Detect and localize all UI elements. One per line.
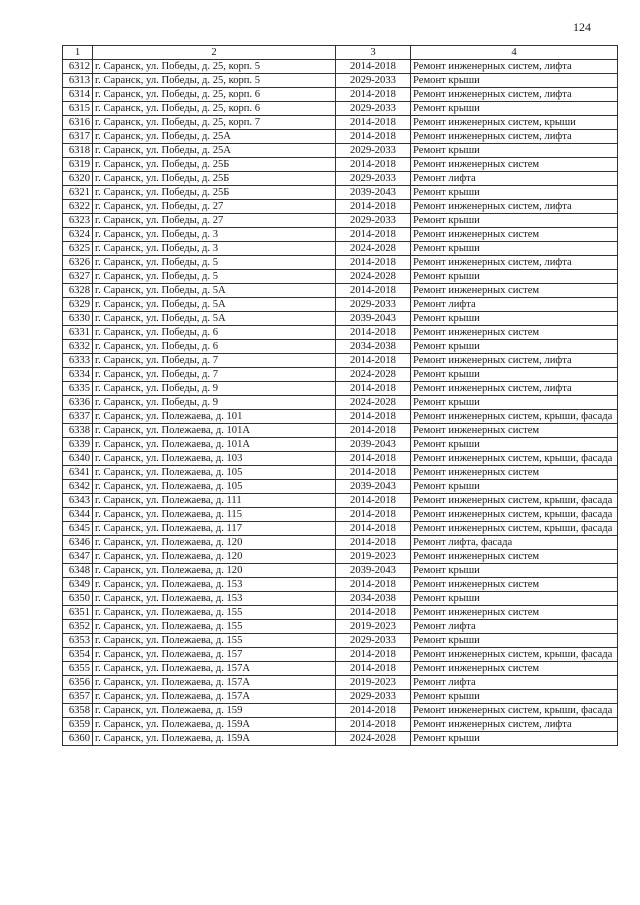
table-row xyxy=(63,382,618,396)
address-cell: г. Саранск, ул. Победы, д. 7 xyxy=(93,368,336,382)
row-number: 6326 xyxy=(63,256,93,270)
table-row xyxy=(63,284,618,298)
address-cell: г. Саранск, ул. Полежаева, д. 101А xyxy=(93,438,336,452)
address-cell: г. Саранск, ул. Победы, д. 9 xyxy=(93,382,336,396)
period-cell: 2014-2018 xyxy=(336,606,411,620)
period-cell: 2024-2028 xyxy=(336,242,411,256)
address-cell: г. Саранск, ул. Полежаева, д. 159 xyxy=(93,704,336,718)
table-row xyxy=(63,452,618,466)
period-cell: 2014-2018 xyxy=(336,522,411,536)
period-cell: 2014-2018 xyxy=(336,256,411,270)
period-cell: 2024-2028 xyxy=(336,396,411,410)
table-row xyxy=(63,270,618,284)
period-cell: 2019-2023 xyxy=(336,550,411,564)
period-cell: 2014-2018 xyxy=(336,410,411,424)
address-cell: г. Саранск, ул. Победы, д. 3 xyxy=(93,242,336,256)
row-number: 6352 xyxy=(63,620,93,634)
table-row xyxy=(63,214,618,228)
period-cell: 2024-2028 xyxy=(336,732,411,746)
address-cell: г. Саранск, ул. Победы, д. 25Б xyxy=(93,158,336,172)
work-cell: Ремонт инженерных систем, крыши, фасада xyxy=(411,494,618,508)
work-cell: Ремонт крыши xyxy=(411,690,618,704)
work-cell: Ремонт инженерных систем xyxy=(411,578,618,592)
table-row xyxy=(63,550,618,564)
address-cell: г. Саранск, ул. Победы, д. 5А xyxy=(93,312,336,326)
row-number: 6342 xyxy=(63,480,93,494)
row-number: 6355 xyxy=(63,662,93,676)
work-cell: Ремонт инженерных систем xyxy=(411,424,618,438)
work-cell: Ремонт крыши xyxy=(411,564,618,578)
work-cell: Ремонт инженерных систем, лифта xyxy=(411,382,618,396)
table-row xyxy=(63,312,618,326)
period-cell: 2029-2033 xyxy=(336,298,411,312)
address-cell: г. Саранск, ул. Победы, д. 6 xyxy=(93,326,336,340)
row-number: 6330 xyxy=(63,312,93,326)
work-cell: Ремонт крыши xyxy=(411,438,618,452)
period-cell: 2014-2018 xyxy=(336,354,411,368)
address-cell: г. Саранск, ул. Полежаева, д. 159А xyxy=(93,718,336,732)
work-cell: Ремонт лифта xyxy=(411,620,618,634)
period-cell: 2014-2018 xyxy=(336,648,411,662)
work-cell: Ремонт инженерных систем xyxy=(411,326,618,340)
address-cell: г. Саранск, ул. Победы, д. 25Б xyxy=(93,172,336,186)
table-row xyxy=(63,718,618,732)
column-header-number: 1 xyxy=(63,46,93,60)
row-number: 6322 xyxy=(63,200,93,214)
work-cell: Ремонт инженерных систем xyxy=(411,284,618,298)
period-cell: 2014-2018 xyxy=(336,158,411,172)
row-number: 6345 xyxy=(63,522,93,536)
work-cell: Ремонт инженерных систем xyxy=(411,606,618,620)
row-number: 6360 xyxy=(63,732,93,746)
work-cell: Ремонт инженерных систем, крыши, фасада xyxy=(411,410,618,424)
work-cell: Ремонт крыши xyxy=(411,242,618,256)
table-row xyxy=(63,256,618,270)
work-cell: Ремонт крыши xyxy=(411,732,618,746)
work-cell: Ремонт инженерных систем, лифта xyxy=(411,60,618,74)
table-row xyxy=(63,494,618,508)
address-cell: г. Саранск, ул. Победы, д. 25, корп. 6 xyxy=(93,102,336,116)
table-row xyxy=(63,508,618,522)
work-cell: Ремонт крыши xyxy=(411,396,618,410)
work-cell: Ремонт лифта xyxy=(411,676,618,690)
address-cell: г. Саранск, ул. Победы, д. 5А xyxy=(93,284,336,298)
work-cell: Ремонт инженерных систем xyxy=(411,466,618,480)
work-cell: Ремонт крыши xyxy=(411,592,618,606)
row-number: 6343 xyxy=(63,494,93,508)
row-number: 6359 xyxy=(63,718,93,732)
table-row xyxy=(63,606,618,620)
table-row xyxy=(63,564,618,578)
work-cell: Ремонт крыши xyxy=(411,144,618,158)
table-row xyxy=(63,186,618,200)
row-number: 6347 xyxy=(63,550,93,564)
address-cell: г. Саранск, ул. Полежаева, д. 103 xyxy=(93,452,336,466)
row-number: 6339 xyxy=(63,438,93,452)
row-number: 6315 xyxy=(63,102,93,116)
row-number: 6329 xyxy=(63,298,93,312)
table-row xyxy=(63,690,618,704)
table-row xyxy=(63,424,618,438)
address-cell: г. Саранск, ул. Полежаева, д. 157 xyxy=(93,648,336,662)
table-row xyxy=(63,340,618,354)
table-row xyxy=(63,396,618,410)
work-cell: Ремонт лифта, фасада xyxy=(411,536,618,550)
period-cell: 2014-2018 xyxy=(336,452,411,466)
row-number: 6353 xyxy=(63,634,93,648)
row-number: 6337 xyxy=(63,410,93,424)
address-cell: г. Саранск, ул. Полежаева, д. 120 xyxy=(93,564,336,578)
table-row xyxy=(63,676,618,690)
work-cell: Ремонт инженерных систем, крыши, фасада xyxy=(411,704,618,718)
period-cell: 2029-2033 xyxy=(336,172,411,186)
period-cell: 2014-2018 xyxy=(336,60,411,74)
period-cell: 2034-2038 xyxy=(336,340,411,354)
row-number: 6313 xyxy=(63,74,93,88)
column-header-address: 2 xyxy=(93,46,336,60)
address-cell: г. Саранск, ул. Победы, д. 25А xyxy=(93,144,336,158)
address-cell: г. Саранск, ул. Победы, д. 3 xyxy=(93,228,336,242)
address-cell: г. Саранск, ул. Победы, д. 25Б xyxy=(93,186,336,200)
row-number: 6341 xyxy=(63,466,93,480)
period-cell: 2034-2038 xyxy=(336,592,411,606)
table-row xyxy=(63,116,618,130)
address-cell: г. Саранск, ул. Полежаева, д. 101 xyxy=(93,410,336,424)
address-cell: г. Саранск, ул. Полежаева, д. 157А xyxy=(93,676,336,690)
address-cell: г. Саранск, ул. Полежаева, д. 157А xyxy=(93,690,336,704)
period-cell: 2014-2018 xyxy=(336,424,411,438)
table-row xyxy=(63,102,618,116)
address-cell: г. Саранск, ул. Победы, д. 9 xyxy=(93,396,336,410)
period-cell: 2029-2033 xyxy=(336,214,411,228)
work-cell: Ремонт крыши xyxy=(411,480,618,494)
address-cell: г. Саранск, ул. Полежаева, д. 105 xyxy=(93,480,336,494)
work-cell: Ремонт крыши xyxy=(411,634,618,648)
period-cell: 2039-2043 xyxy=(336,312,411,326)
period-cell: 2014-2018 xyxy=(336,494,411,508)
period-cell: 2024-2028 xyxy=(336,368,411,382)
address-cell: г. Саранск, ул. Полежаева, д. 111 xyxy=(93,494,336,508)
table-row xyxy=(63,74,618,88)
row-number: 6349 xyxy=(63,578,93,592)
work-cell: Ремонт инженерных систем xyxy=(411,158,618,172)
address-cell: г. Саранск, ул. Победы, д. 6 xyxy=(93,340,336,354)
row-number: 6334 xyxy=(63,368,93,382)
repair-schedule-table xyxy=(62,45,618,746)
address-cell: г. Саранск, ул. Полежаева, д. 153 xyxy=(93,578,336,592)
period-cell: 2014-2018 xyxy=(336,88,411,102)
period-cell: 2014-2018 xyxy=(336,662,411,676)
work-cell: Ремонт инженерных систем, крыши, фасада xyxy=(411,648,618,662)
table-row xyxy=(63,438,618,452)
work-cell: Ремонт инженерных систем, лифта xyxy=(411,354,618,368)
row-number: 6314 xyxy=(63,88,93,102)
address-cell: г. Саранск, ул. Победы, д. 25, корп. 5 xyxy=(93,60,336,74)
table-body xyxy=(63,60,618,746)
table-row xyxy=(63,466,618,480)
row-number: 6335 xyxy=(63,382,93,396)
work-cell: Ремонт крыши xyxy=(411,102,618,116)
row-number: 6312 xyxy=(63,60,93,74)
period-cell: 2029-2033 xyxy=(336,102,411,116)
period-cell: 2014-2018 xyxy=(336,382,411,396)
row-number: 6338 xyxy=(63,424,93,438)
row-number: 6324 xyxy=(63,228,93,242)
table-row xyxy=(63,298,618,312)
period-cell: 2024-2028 xyxy=(336,270,411,284)
row-number: 6321 xyxy=(63,186,93,200)
period-cell: 2014-2018 xyxy=(336,116,411,130)
period-cell: 2014-2018 xyxy=(336,536,411,550)
address-cell: г. Саранск, ул. Полежаева, д. 157А xyxy=(93,662,336,676)
table-row xyxy=(63,732,618,746)
table-row xyxy=(63,480,618,494)
work-cell: Ремонт крыши xyxy=(411,270,618,284)
period-cell: 2014-2018 xyxy=(336,130,411,144)
period-cell: 2039-2043 xyxy=(336,186,411,200)
period-cell: 2019-2023 xyxy=(336,676,411,690)
table-row xyxy=(63,144,618,158)
row-number: 6356 xyxy=(63,676,93,690)
table-row xyxy=(63,172,618,186)
table-row xyxy=(63,704,618,718)
work-cell: Ремонт инженерных систем xyxy=(411,228,618,242)
period-cell: 2014-2018 xyxy=(336,466,411,480)
row-number: 6325 xyxy=(63,242,93,256)
table-row xyxy=(63,88,618,102)
table-row xyxy=(63,578,618,592)
table-row xyxy=(63,410,618,424)
work-cell: Ремонт крыши xyxy=(411,340,618,354)
row-number: 6346 xyxy=(63,536,93,550)
table-row xyxy=(63,648,618,662)
table-row xyxy=(63,536,618,550)
work-cell: Ремонт инженерных систем, лифта xyxy=(411,256,618,270)
work-cell: Ремонт инженерных систем, лифта xyxy=(411,88,618,102)
period-cell: 2014-2018 xyxy=(336,718,411,732)
row-number: 6332 xyxy=(63,340,93,354)
row-number: 6348 xyxy=(63,564,93,578)
work-cell: Ремонт лифта xyxy=(411,172,618,186)
work-cell: Ремонт инженерных систем, крыши xyxy=(411,116,618,130)
table-row xyxy=(63,368,618,382)
address-cell: г. Саранск, ул. Победы, д. 27 xyxy=(93,200,336,214)
table-row xyxy=(63,662,618,676)
row-number: 6327 xyxy=(63,270,93,284)
table-row xyxy=(63,354,618,368)
table-row xyxy=(63,60,618,74)
address-cell: г. Саранск, ул. Победы, д. 25А xyxy=(93,130,336,144)
period-cell: 2039-2043 xyxy=(336,564,411,578)
work-cell: Ремонт инженерных систем, лифта xyxy=(411,718,618,732)
table-row xyxy=(63,620,618,634)
period-cell: 2039-2043 xyxy=(336,438,411,452)
address-cell: г. Саранск, ул. Победы, д. 5 xyxy=(93,256,336,270)
table-row xyxy=(63,158,618,172)
period-cell: 2014-2018 xyxy=(336,228,411,242)
address-cell: г. Саранск, ул. Полежаева, д. 155 xyxy=(93,606,336,620)
address-cell: г. Саранск, ул. Полежаева, д. 117 xyxy=(93,522,336,536)
row-number: 6333 xyxy=(63,354,93,368)
address-cell: г. Саранск, ул. Полежаева, д. 120 xyxy=(93,550,336,564)
table-row xyxy=(63,228,618,242)
address-cell: г. Саранск, ул. Победы, д. 5 xyxy=(93,270,336,284)
row-number: 6319 xyxy=(63,158,93,172)
row-number: 6316 xyxy=(63,116,93,130)
period-cell: 2019-2023 xyxy=(336,620,411,634)
row-number: 6328 xyxy=(63,284,93,298)
address-cell: г. Саранск, ул. Победы, д. 7 xyxy=(93,354,336,368)
period-cell: 2014-2018 xyxy=(336,578,411,592)
row-number: 6336 xyxy=(63,396,93,410)
row-number: 6340 xyxy=(63,452,93,466)
address-cell: г. Саранск, ул. Победы, д. 27 xyxy=(93,214,336,228)
row-number: 6323 xyxy=(63,214,93,228)
address-cell: г. Саранск, ул. Победы, д. 25, корп. 7 xyxy=(93,116,336,130)
work-cell: Ремонт инженерных систем, крыши, фасада xyxy=(411,452,618,466)
row-number: 6357 xyxy=(63,690,93,704)
address-cell: г. Саранск, ул. Полежаева, д. 115 xyxy=(93,508,336,522)
address-cell: г. Саранск, ул. Полежаева, д. 120 xyxy=(93,536,336,550)
address-cell: г. Саранск, ул. Победы, д. 25, корп. 6 xyxy=(93,88,336,102)
period-cell: 2029-2033 xyxy=(336,634,411,648)
row-number: 6350 xyxy=(63,592,93,606)
table-row xyxy=(63,200,618,214)
table-row xyxy=(63,130,618,144)
address-cell: г. Саранск, ул. Полежаева, д. 159А xyxy=(93,732,336,746)
period-cell: 2014-2018 xyxy=(336,200,411,214)
column-header-period: 3 xyxy=(336,46,411,60)
work-cell: Ремонт крыши xyxy=(411,74,618,88)
address-cell: г. Саранск, ул. Полежаева, д. 153 xyxy=(93,592,336,606)
work-cell: Ремонт крыши xyxy=(411,312,618,326)
row-number: 6320 xyxy=(63,172,93,186)
address-cell: г. Саранск, ул. Победы, д. 5А xyxy=(93,298,336,312)
work-cell: Ремонт инженерных систем xyxy=(411,550,618,564)
row-number: 6331 xyxy=(63,326,93,340)
work-cell: Ремонт лифта xyxy=(411,298,618,312)
period-cell: 2029-2033 xyxy=(336,690,411,704)
work-cell: Ремонт инженерных систем, лифта xyxy=(411,200,618,214)
row-number: 6358 xyxy=(63,704,93,718)
period-cell: 2014-2018 xyxy=(336,284,411,298)
work-cell: Ремонт крыши xyxy=(411,186,618,200)
period-cell: 2039-2043 xyxy=(336,480,411,494)
period-cell: 2014-2018 xyxy=(336,704,411,718)
table-header-row xyxy=(63,46,618,60)
period-cell: 2029-2033 xyxy=(336,74,411,88)
address-cell: г. Саранск, ул. Победы, д. 25, корп. 5 xyxy=(93,74,336,88)
work-cell: Ремонт инженерных систем, крыши, фасада xyxy=(411,522,618,536)
column-header-work: 4 xyxy=(411,46,618,60)
address-cell: г. Саранск, ул. Полежаева, д. 105 xyxy=(93,466,336,480)
row-number: 6351 xyxy=(63,606,93,620)
table-row xyxy=(63,522,618,536)
table-row xyxy=(63,592,618,606)
row-number: 6318 xyxy=(63,144,93,158)
work-cell: Ремонт инженерных систем, крыши, фасада xyxy=(411,508,618,522)
table-row xyxy=(63,326,618,340)
table-row xyxy=(63,242,618,256)
page-number: 124 xyxy=(573,20,591,34)
period-cell: 2029-2033 xyxy=(336,144,411,158)
row-number: 6354 xyxy=(63,648,93,662)
address-cell: г. Саранск, ул. Полежаева, д. 101А xyxy=(93,424,336,438)
address-cell: г. Саранск, ул. Полежаева, д. 155 xyxy=(93,634,336,648)
work-cell: Ремонт крыши xyxy=(411,214,618,228)
table-row xyxy=(63,634,618,648)
period-cell: 2014-2018 xyxy=(336,508,411,522)
address-cell: г. Саранск, ул. Полежаева, д. 155 xyxy=(93,620,336,634)
row-number: 6317 xyxy=(63,130,93,144)
period-cell: 2014-2018 xyxy=(336,326,411,340)
work-cell: Ремонт инженерных систем, лифта xyxy=(411,130,618,144)
work-cell: Ремонт инженерных систем xyxy=(411,662,618,676)
work-cell: Ремонт крыши xyxy=(411,368,618,382)
row-number: 6344 xyxy=(63,508,93,522)
